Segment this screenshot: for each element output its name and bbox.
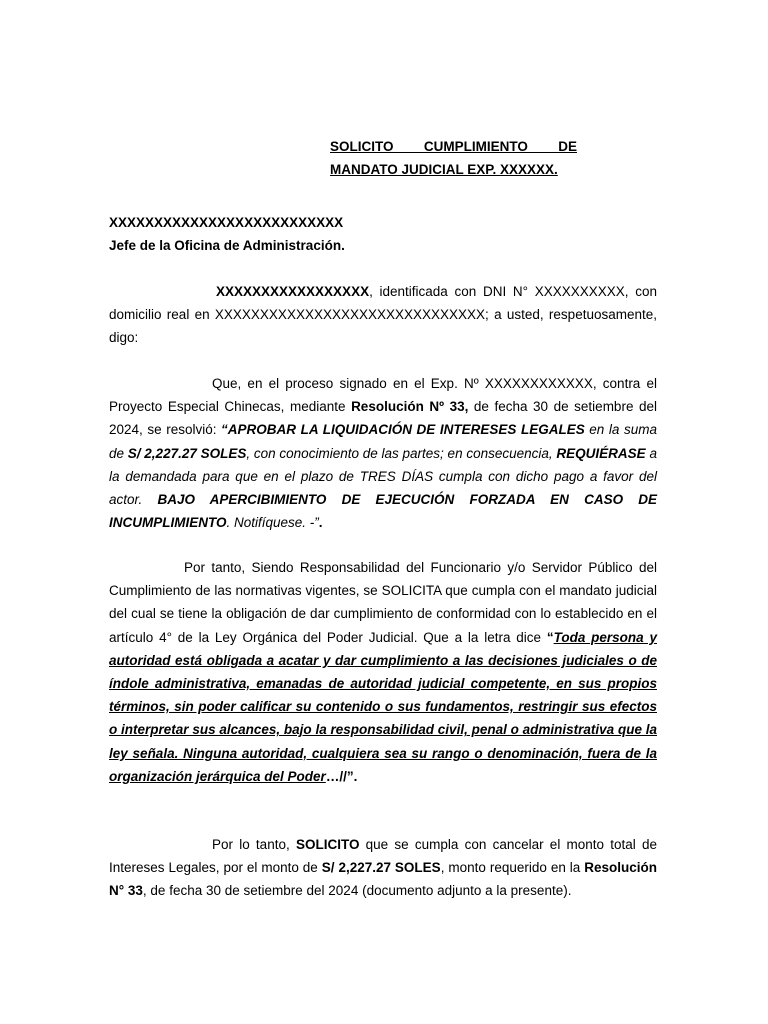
addressee-block — [109, 211, 345, 257]
law-quote: Toda persona y autoridad está obligada a acatar y dar cumplimiento a las decisiones judiciales o de índole administrativa, emanadas de autoridad judicial competente, en sus propios términos, sin poder calificar su contenido o sus fundamentos, restringir sus efectos o interpretar sus alcances, bajo la responsabilidad civil, penal o administrativa que la ley señala. Ninguna autoridad, cualquiera sea su rango o denominación, fuera de la organización jerárquica del Poder — [109, 629, 657, 784]
para4-text-2: que se cumpla con cancelar el monto total de Intereses Legales, por el monto de — [109, 837, 658, 876]
para4-text-4: , de fecha 30 de setiembre del 2024 (documento adjunto a la presente). — [142, 883, 572, 899]
addressee-position: Jefe de la Oficina de Administración. — [109, 238, 345, 253]
quote-close: …//”. — [325, 768, 358, 784]
intro-text: , identificada con DNI N° XXXXXXXXXX, con domicilio real en XXXXXXXXXXXXXXXXXXXXXXXXXXXXXX; a usted, respetuosamente, digo: — [109, 284, 657, 346]
para4-text-1: Por lo tanto, — [212, 837, 296, 852]
intro-paragraph — [109, 280, 657, 350]
resolution-quote-1: “APROBAR LA LIQUIDACIÓN DE INTERESES LEGALES — [221, 422, 585, 438]
para2-text-2: de fecha 30 de setiembre del 2024, se resolvió: — [109, 399, 658, 438]
subject-line-2: MANDATO JUDICIAL EXP. XXXXXX. — [330, 162, 558, 177]
solicito-word: SOLICITO — [295, 837, 360, 852]
quote-open: “ — [546, 629, 554, 645]
legal-basis-paragraph — [109, 556, 657, 788]
request-resolution: Resolución N° 33 — [109, 860, 657, 899]
subject-line-1: SOLICITO CUMPLIMIENTO DE — [330, 139, 577, 154]
para2-text-1: Que, en el proceso signado en el Exp. Nº XXXXXXXXXXXX, contra el Proyecto Especial Chinecas, mediante — [109, 376, 657, 415]
resolution-number: Resolución Nº 33, — [351, 399, 469, 415]
resolution-quote-5: . Notifíquese. -” — [226, 515, 319, 531]
resolution-paragraph — [109, 372, 657, 534]
resolution-amount: S/ 2,227.27 SOLES — [127, 445, 247, 461]
resolution-apercibimiento: BAJO APERCIBIMIENTO DE EJECUCIÓN FORZADA EN CASO DE INCUMPLIMIENTO — [109, 492, 658, 531]
resolution-quote-3: , con conocimiento de las partes; en consecuencia, — [246, 445, 557, 461]
request-paragraph — [109, 833, 657, 903]
resolution-quote-4: a la demandada para que en el plazo de TRES DÍAS cumpla con dicho pago a favor del actor. — [109, 445, 657, 508]
para4-text-3: , monto requerido en la — [440, 860, 585, 876]
request-amount: S/ 2,227.27 SOLES — [321, 860, 441, 876]
petitioner-name: XXXXXXXXXXXXXXXXX — [216, 284, 370, 299]
resolution-requierase: REQUIÉRASE — [556, 445, 646, 461]
subject-heading — [330, 135, 577, 181]
addressee-name: XXXXXXXXXXXXXXXXXXXXXXXXXX — [109, 215, 344, 230]
resolution-quote-2: en la suma de — [109, 422, 657, 461]
resolution-end: . — [318, 515, 323, 531]
para3-text: Por tanto, Siendo Responsabilidad del Funcionario y/o Servidor Público del Cumplimiento de las normativas vigentes, se SOLICITA que cumpla con el mandato judicial del cual se tiene la obligación de dar cumplimiento de conformidad con lo establecido en el artículo 4° de la Ley Orgánica del Poder Judicial. Que a la letra dice — [109, 560, 657, 645]
